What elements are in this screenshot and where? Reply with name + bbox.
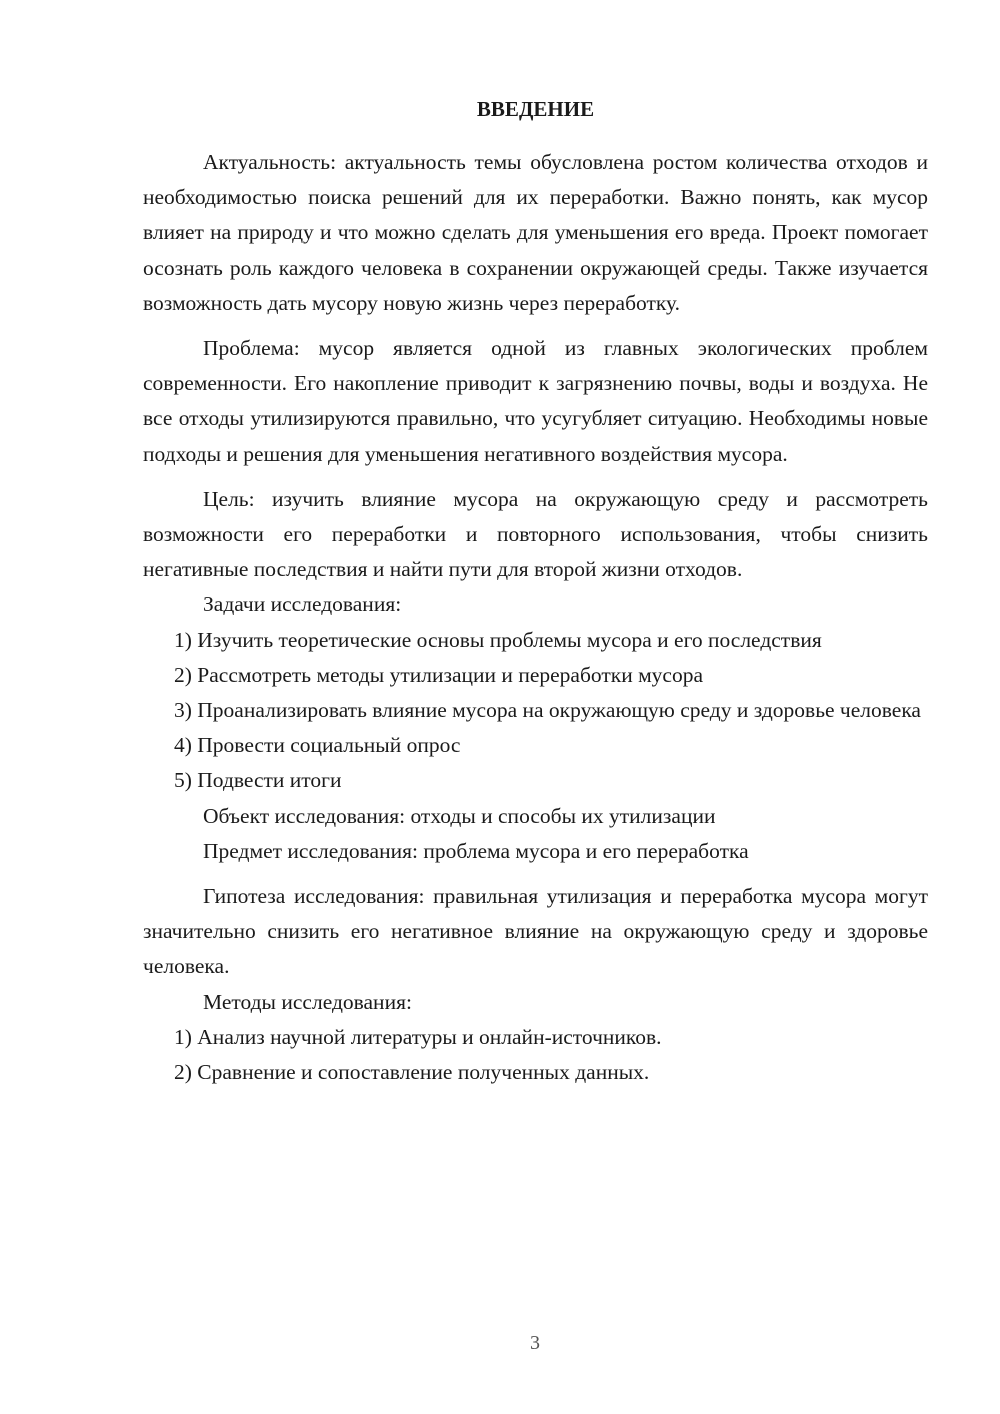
- hypothesis-paragraph: Гипотеза исследования: правильная утилизация и переработка мусора могут значительно снизить его негативное влияние на окружающую среду и здоровье человека.: [143, 884, 928, 979]
- tasks-heading: Задачи исследования:: [203, 592, 402, 617]
- page-number: 3: [530, 1332, 540, 1354]
- document-page: [143, 92, 928, 1090]
- goal-paragraph: Цель: изучить влияние мусора на окружающую среду и рассмотреть возможности его переработки и повторного использования, чтобы снизить негативные последствия и найти пути для второй жизни отходов.: [143, 486, 928, 582]
- task-item: 3) Проанализировать влияние мусора на окружающую среду и здоровье человека: [174, 698, 921, 723]
- task-item: 4) Провести социальный опрос: [174, 733, 461, 758]
- problem-paragraph: Проблема: мусор является одной из главных экологических проблем современности. Его накопление приводит к загрязнению почвы, воды и воздуха. Не все отходы утилизируются правильно, что усугубляет ситуацию. Необходимы новые подходы и решения для уменьшения негативного воздействия мусора.: [143, 336, 928, 466]
- subject-paragraph: Предмет исследования: проблема мусора и его переработка: [203, 838, 749, 863]
- method-item: 1) Анализ научной литературы и онлайн-источников.: [174, 1024, 662, 1049]
- task-item: 5) Подвести итоги: [174, 768, 342, 793]
- task-item: 1) Изучить теоретические основы проблемы мусора и его последствия: [174, 627, 822, 652]
- relevance-paragraph: Актуальность: актуальность темы обусловлена ростом количества отходов и необходимостью поиска решений для их переработки. Важно понять, как мусор влияет на природу и что можно сделать для уменьшения его вреда. Проект помогает осознать роль каждого человека в сохранении окружающей среды. Также изучается возможность дать мусору новую жизнь через переработку.: [143, 150, 928, 315]
- methods-heading: Методы исследования:: [203, 989, 412, 1014]
- object-paragraph: Объект исследования: отходы и способы их утилизации: [203, 803, 716, 828]
- task-item: 2) Рассмотреть методы утилизации и переработки мусора: [174, 662, 704, 687]
- page-title: ВВЕДЕНИЕ: [476, 97, 595, 121]
- method-item: 2) Сравнение и сопоставление полученных данных.: [174, 1060, 650, 1085]
